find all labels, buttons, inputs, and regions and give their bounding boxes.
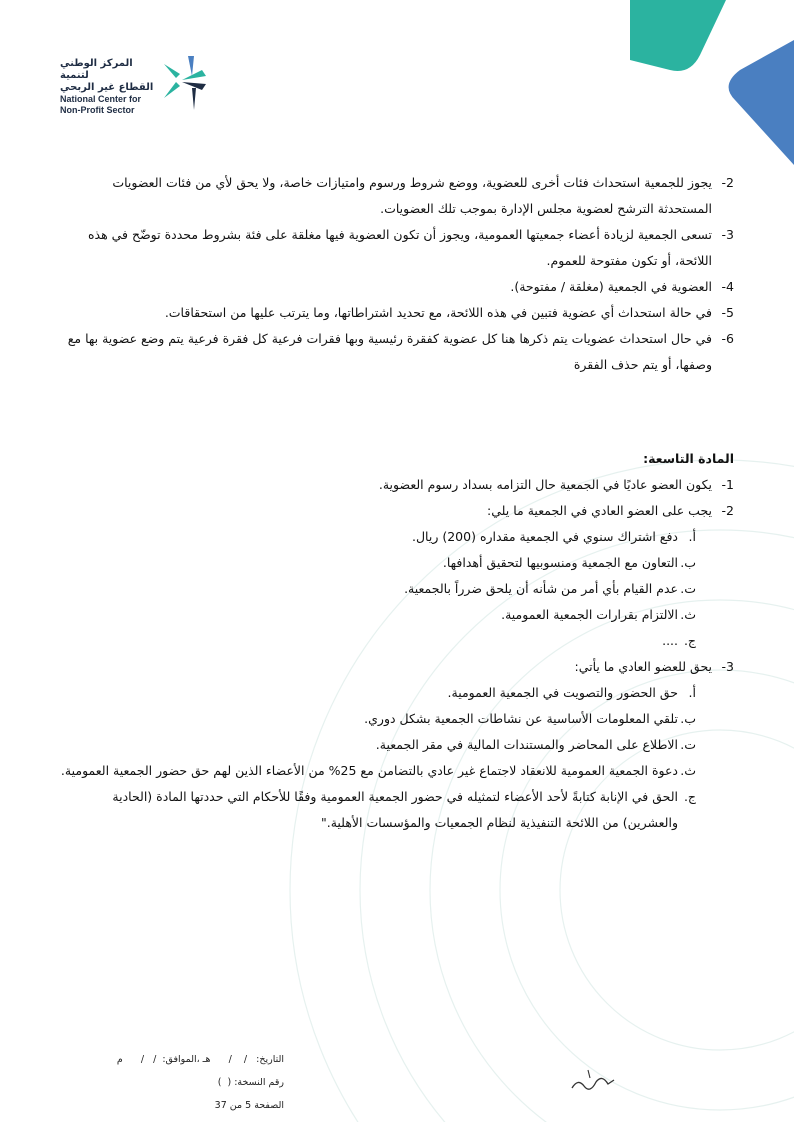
list-item bbox=[58, 274, 734, 300]
sub-item-letter: ت. bbox=[680, 737, 696, 752]
sub-item bbox=[58, 758, 696, 784]
corner-blue-shape bbox=[729, 40, 794, 165]
item-number: -1 bbox=[721, 477, 734, 492]
sub-item-letter: ج. bbox=[683, 633, 696, 648]
sub-item-text: .... bbox=[662, 633, 678, 648]
list-item bbox=[58, 654, 734, 680]
item-number: -5 bbox=[721, 305, 734, 320]
sub-item bbox=[58, 680, 696, 706]
sub-item bbox=[58, 550, 696, 576]
item-number: -2 bbox=[721, 175, 734, 190]
logo-en-line1: National Center for bbox=[60, 94, 142, 104]
item-text: يجب على العضو العادي في الجمعية ما يلي: bbox=[487, 503, 712, 518]
item-text: العضوية في الجمعية (مغلقة / مفتوحة). bbox=[510, 279, 712, 294]
sub-item-text: الحق في الإنابة كتابةً لأحد الأعضاء لتمثيله في حضور الجمعية العمومية وفقًا للأحكام التي حددتها المادة (الحادية والعشرين) من اللائحة التنفيذية لنظام الجمعيات والمؤسسات الأهلية." bbox=[112, 789, 678, 830]
item-number: -2 bbox=[721, 503, 734, 518]
document-body bbox=[58, 170, 734, 836]
footer-page-number: الصفحة 5 من 37 bbox=[214, 1100, 284, 1111]
item-number: -3 bbox=[721, 227, 734, 242]
sub-item-letter: أ. bbox=[688, 529, 696, 544]
sub-item-letter: ث. bbox=[680, 607, 696, 622]
sub-item-letter: أ. bbox=[688, 685, 696, 700]
item-number: -6 bbox=[721, 331, 734, 346]
item-text: يكون العضو عاديًا في الجمعية حال التزامه بسداد رسوم العضوية. bbox=[378, 477, 712, 492]
list-item bbox=[58, 222, 734, 274]
list-item bbox=[58, 498, 734, 524]
item-text: يجوز للجمعية استحداث فئات أخرى للعضوية، ووضع شروط ورسوم وامتيازات خاصة، ولا يحق لأي من فئات العضويات المستحدثة الترشح لعضوية مجلس الإدارة بموجب تلك العضويات. bbox=[112, 175, 712, 216]
footer-date: التاريخ: / / هـ ،الموافق: / / م bbox=[116, 1054, 284, 1065]
logo-ar-line2: القطاع غير الربحي bbox=[60, 82, 154, 93]
corner-teal-shape bbox=[630, 0, 726, 71]
list-item bbox=[58, 170, 734, 222]
sub-item-text: تلقي المعلومات الأساسية عن نشاطات الجمعية بشكل دوري. bbox=[364, 711, 678, 726]
sub-item-text: حق الحضور والتصويت في الجمعية العمومية. bbox=[447, 685, 678, 700]
sub-item bbox=[58, 576, 696, 602]
sub-item-text: عدم القيام بأي أمر من شأنه أن يلحق ضرراً بالجمعية. bbox=[404, 581, 678, 596]
item-text: في حالة استحداث أي عضوية فتبين في هذه اللائحة، مع تحديد اشتراطاتها، وما يترتب عليها من استحقاقات. bbox=[164, 305, 712, 320]
signature bbox=[568, 1060, 618, 1100]
item-text: يحق للعضو العادي ما يأتي: bbox=[574, 659, 712, 674]
sub-list bbox=[58, 680, 734, 836]
item-text: تسعى الجمعية لزيادة أعضاء جمعيتها العمومية، ويجوز أن تكون العضوية فيها مغلقة على فئة بشروط محددة توضّح في هذه اللائحة، أو تكون مفتوحة للعموم. bbox=[87, 227, 712, 268]
sub-item-letter: ب. bbox=[680, 555, 696, 570]
item-number: -3 bbox=[721, 659, 734, 674]
sub-item-text: الالتزام بقرارات الجمعية العمومية. bbox=[501, 607, 678, 622]
article-heading: المادة التاسعة: bbox=[643, 451, 734, 466]
footer-copy-number: رقم النسخة: ( ) bbox=[217, 1077, 284, 1088]
logo-mark-icon bbox=[162, 52, 210, 112]
sub-item-letter: ث. bbox=[680, 763, 696, 778]
sub-item-text: التعاون مع الجمعية ومنسوبيها لتحقيق أهدافها. bbox=[442, 555, 678, 570]
page-footer bbox=[44, 1048, 284, 1117]
list-item bbox=[58, 326, 734, 378]
sub-item bbox=[58, 732, 696, 758]
logo bbox=[58, 50, 218, 120]
logo-ar-line1: المركز الوطني لتنمية bbox=[60, 58, 133, 81]
sub-item bbox=[58, 602, 696, 628]
sub-item-text: الاطلاع على المحاضر والمستندات المالية في مقر الجمعية. bbox=[375, 737, 678, 752]
logo-en-line2: Non-Profit Sector bbox=[60, 105, 135, 115]
sub-item-letter: ت. bbox=[680, 581, 696, 596]
sub-list bbox=[58, 524, 734, 654]
sub-item bbox=[58, 784, 696, 836]
sub-item bbox=[58, 706, 696, 732]
sub-item bbox=[58, 628, 696, 654]
item-text: في حال استحداث عضويات يتم ذكرها هنا كل عضوية كفقرة رئيسية وبها فقرات فرعية كل فقرة فرعية يتم وضع عضوية بها مع وصفها، أو يتم حذف الفقرة bbox=[67, 331, 712, 372]
sub-item-text: دفع اشتراك سنوي في الجمعية مقداره (200) ريال. bbox=[412, 529, 678, 544]
logo-text bbox=[60, 58, 160, 116]
sub-item bbox=[58, 524, 696, 550]
sub-item-text: دعوة الجمعية العمومية للانعقاد لاجتماع غير عادي بالتضامن مع 25% من الأعضاء الذين لهم حق حضور الجمعية العمومية. bbox=[60, 763, 678, 778]
sub-item-letter: ب. bbox=[680, 711, 696, 726]
list-item bbox=[58, 300, 734, 326]
list-item bbox=[58, 472, 734, 498]
item-number: -4 bbox=[721, 279, 734, 294]
sub-item-letter: ج. bbox=[683, 789, 696, 804]
